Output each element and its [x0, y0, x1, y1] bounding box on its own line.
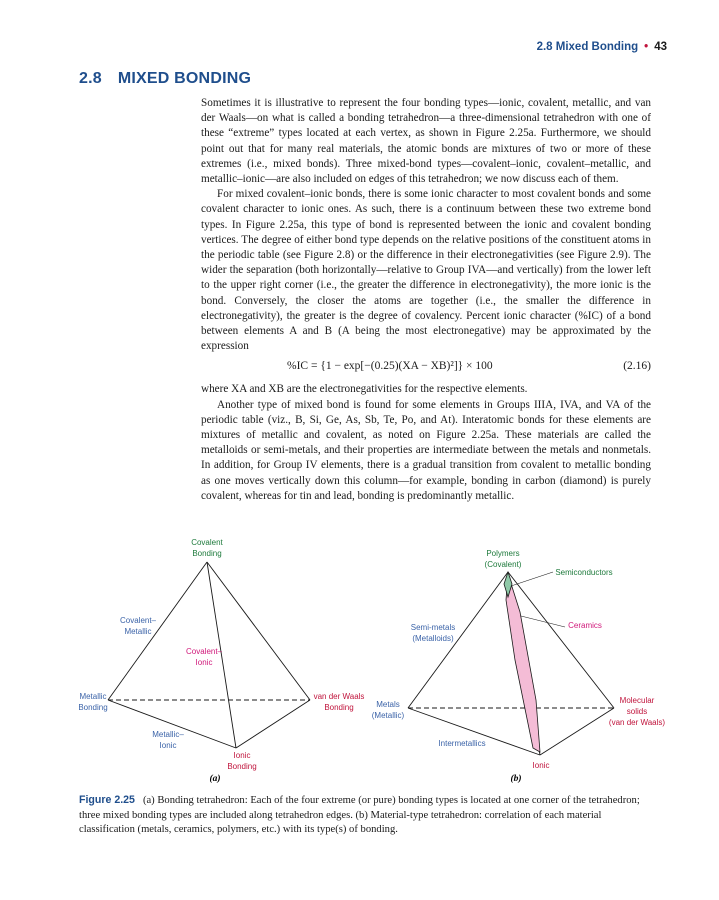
section-title: MIXED BONDING	[117, 70, 252, 87]
label-semi-metals: (Metalloids)	[412, 634, 454, 643]
page-number: 43	[654, 41, 667, 53]
semiconductors-region	[504, 572, 512, 597]
running-header	[537, 41, 667, 53]
label-ionic: Ionic	[532, 761, 550, 770]
label-polymers: Polymers	[486, 549, 520, 558]
bullet-separator: •	[644, 41, 649, 53]
label-covalent: Covalent	[191, 538, 223, 547]
label-covalent-ionic: Ionic	[195, 658, 213, 667]
label-metallic-ionic: Ionic	[159, 741, 177, 750]
leader-lines	[511, 572, 565, 627]
label-molecular-solids: (van der Waals)	[608, 718, 666, 727]
label-metallic: Metallic	[79, 692, 107, 701]
section-heading	[79, 70, 251, 88]
label-semi-metals: Semi-metals	[410, 623, 456, 632]
label-metallic-ionic: Metallic–	[152, 730, 184, 739]
bonding-tetrahedron	[108, 562, 310, 748]
label-semiconductors: Semiconductors	[555, 568, 613, 577]
section-number: 2.8	[79, 70, 102, 87]
label-metals: (Metallic)	[371, 711, 405, 720]
label-covalent-ionic: Covalent–	[185, 647, 223, 656]
label-polymers: (Covalent)	[484, 560, 522, 569]
panel-b-label: (b)	[510, 774, 522, 784]
label-ionic: Ionic	[233, 751, 251, 760]
running-header-title: 2.8 Mixed Bonding	[536, 41, 639, 53]
paragraph: Sometimes it is illustrative to represent the four bonding types—ionic, covalent, metallic, and van der Waals—on what is called a bonding tetrahedron—a three-dimensional tetrahedron with one of these “extreme” types located at each vertex, as shown in Figure 2.25a. Furthermore, we should point out that for many real materials, the atomic bonds are mixtures of two or more of these extremes (i.e., mixed bonds). Three mixed-bond types—covalent–ionic, covalent–metallic, and metallic–ionic—are also included on edges of this tetrahedron; we now discuss each of them.	[201, 97, 651, 186]
equation	[201, 356, 651, 378]
paragraph: where XA and XB are the electronegativities for the respective elements.	[201, 383, 528, 396]
panel-a-label: (a)	[209, 774, 221, 784]
label-intermetallics: Intermetallics	[438, 739, 486, 748]
label-ceramics: Ceramics	[568, 621, 602, 630]
label-van-der-waals: Bonding	[324, 703, 354, 712]
label-ionic: Bonding	[227, 762, 257, 771]
figure-caption	[79, 793, 651, 838]
ceramics-region	[506, 574, 540, 752]
equation-number: (2.16)	[623, 360, 651, 373]
equation-formula: %IC = {1 − exp[−(0.25)(XA − XB)²]} × 100	[287, 360, 493, 373]
label-covalent-metallic: Metallic	[124, 627, 152, 636]
label-covalent: Bonding	[192, 549, 222, 558]
label-molecular-solids: Molecular	[619, 696, 655, 705]
body-text	[201, 96, 651, 504]
caption-label: Figure 2.25	[79, 794, 135, 806]
material-tetrahedron	[408, 572, 614, 755]
label-van-der-waals: van der Waals	[313, 692, 365, 701]
label-metallic: Bonding	[78, 703, 108, 712]
caption-text: (a) Bonding tetrahedron: Each of the four extreme (or pure) bonding types is located at one corner of the tetrahedron; three mixed bonding types are included along tetrahedron edges. (b) Material-type tetrahedron: correlation of each material classification (metals, ceramics, polymers, etc.) with its type(s) of bonding.	[79, 795, 640, 835]
paragraph: For mixed covalent–ionic bonds, there is some ionic character to most covalent bonds and some covalent character to ionic ones. As such, there is a continuum between these two extreme bond types. In Figure 2.25a, this type of bond is represented between the ionic and covalent bonding vertices. The degree of either bond type depends on the relative positions of the constituent atoms in the periodic table (see Figure 2.8) or the difference in their electronegativities (see Figure 2.9). The wider the separation (both horizontally—relative to Group IVA—and vertically) from the lower left to the upper right corner (i.e., the greater the difference in electronegativity), the more ionic is the bond. Conversely, the closer the atoms are together (i.e., the smaller the difference in electronegativity), the greater is the degree of covalency. Percent ionic character (%IC) of a bond between elements A and B (A being the most electronegative) may be approximated by the expression	[201, 188, 651, 353]
label-molecular-solids: solids	[626, 707, 648, 716]
paragraph: Another type of mixed bond is found for some elements in Groups IIIA, IVA, and VA of the periodic table (viz., B, Si, Ge, As, Sb, Te, Po, and At). Interatomic bonds for these elements are mixtures of metallic and covalent, as noted on Figure 2.25a. These materials are called the metalloids or semi-metals, and their properties are intermediate between the metals and nonmetals. In addition, for Group IV elements, there is a gradual transition from covalent to metallic bonding as one moves vertically down this column—for example, bonding in carbon (diamond) is purely covalent, whereas for tin and lead, bonding is predominantly metallic.	[201, 398, 651, 502]
label-metals: Metals	[376, 700, 400, 709]
label-covalent-metallic: Covalent–	[119, 616, 157, 625]
